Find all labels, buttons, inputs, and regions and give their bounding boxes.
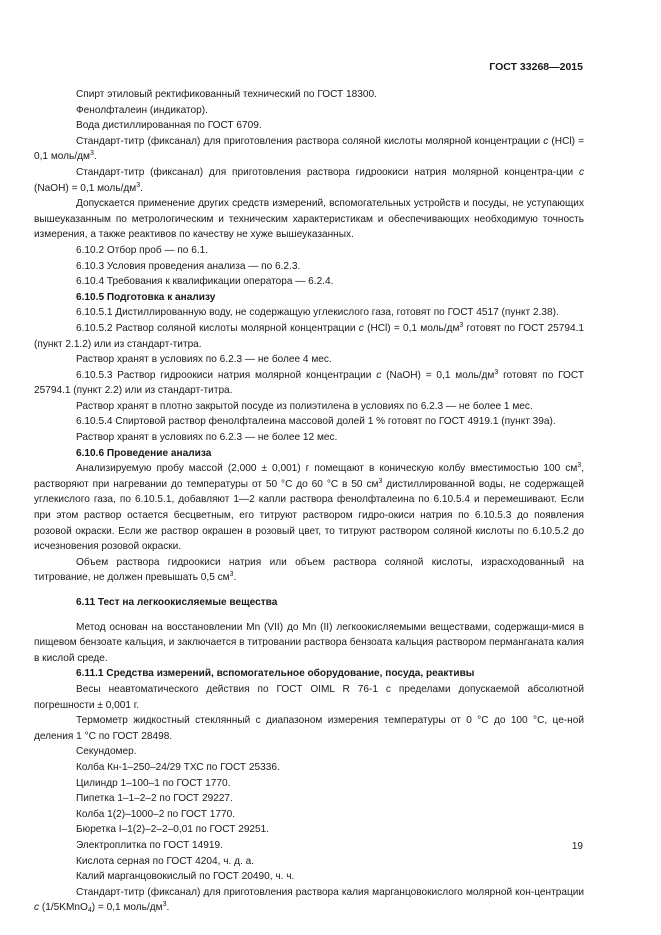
document-header-code: ГОСТ 33268—2015 <box>489 61 583 73</box>
body-paragraph: 6.10.5.2 Раствор соляной кислоты молярной концентрации с (HCl) = 0,1 моль/$дм^3$ готовят по ГОСТ 25794.1 (пункт 2.1.2) или из стандарт-титра. <box>34 321 584 350</box>
body-paragraph: Раствор хранят в условиях по 6.2.3 — не более 12 мес. <box>76 432 338 444</box>
document-body <box>34 87 584 916</box>
body-paragraph: Термометр жидкостный стеклянный с диапазоном измерения температуры от 0 °С до 100 °С, це-ной деления 1 °С по ГОСТ 28498. <box>34 715 584 742</box>
body-paragraph: Допускается применение других средств измерений, вспомогательных устройств и посуды, не уступающих вышеуказанным по метрологическим и техническим характеристикам и обеспечивающих необходимую точность измерения, а также реактивов по качеству не хуже вышеуказанных. <box>34 198 584 241</box>
body-paragraph: Электроплитка по ГОСТ 14919. <box>76 839 223 851</box>
body-paragraph: Анализируемую пробу массой (2,000 ± 0,001) г помещают в коническую колбу вместимостью 100 $см^3$, растворяют при нагревании до температуры от 50 °С до 60 °С в 50 $см^3$ дистиллированной воды, не содержащей углекислого газа, по 6.10.5.1, добавляют 1—2 капли раствора фенолфталеина по 6.10.5.4 и перемешивают. Если при этом раствор остается бесцветным, его титруют раствором гидро-окиси натрия по 6.10.5.3 до появления розовой окраски. Если же раствор окрашен в розовый цвет, то титруют раствором соляной кислоты по 6.10.5.2 до исчезновения розовой окраски. <box>34 462 584 553</box>
body-paragraph: 6.10.5.1 Дистиллированную воду, не содержащую углекислого газа, готовят по ГОСТ 4517 (пункт 2.38). <box>76 307 559 319</box>
body-paragraph: Стандарт-титр (фиксанал) для приготовления раствора калия марганцовокислого молярной кон-центрации с (1/5KMnO$_4$) = 0,1 моль/$дм^3$. <box>34 886 584 915</box>
body-paragraph: Раствор хранят в условиях по 6.2.3 — не более 4 мес. <box>76 354 332 366</box>
body-paragraph: 6.10.3 Условия проведения анализа — по 6.2.3. <box>76 260 301 272</box>
body-paragraph: Раствор хранят в плотно закрытой посуде из полиэтилена в условиях по 6.2.3 — не более 1 мес. <box>76 400 533 412</box>
body-paragraph: Колба 1(2)–1000–2 по ГОСТ 1770. <box>76 808 235 820</box>
page-number: 19 <box>571 841 583 852</box>
section-heading: 6.10.6 Проведение анализа <box>76 447 212 459</box>
body-paragraph: Вода дистиллированная по ГОСТ 6709. <box>76 120 262 132</box>
body-paragraph: Весы неавтоматического действия по ГОСТ OIML R 76-1 с пределами допускаемой абсолютной погрешности ± 0,001 г. <box>34 683 584 711</box>
body-paragraph: 6.10.5.4 Спиртовой раствор фенолфталеина массовой долей 1 % готовят по ГОСТ 4919.1 (пункт 39а). <box>76 416 556 428</box>
section-gap <box>34 586 584 595</box>
section-heading: 6.11.1 Средства измерений, вспомогательное оборудование, посуда, реактивы <box>76 668 475 680</box>
body-paragraph: 6.10.5.3 Раствор гидроокиси натрия молярной концентрации с (NaOH) = 0,1 моль/$дм^3$ готовят по ГОСТ 25794.1 (пункт 2.2) или из стандарт-титра. <box>34 368 584 397</box>
body-paragraph: Спирт этиловый ректификованный технический по ГОСТ 18300. <box>76 89 377 100</box>
section-gap <box>34 611 584 620</box>
body-paragraph: Бюретка I–1(2)–2–2–0,01 по ГОСТ 29251. <box>76 824 270 836</box>
body-paragraph: Колба Кн-1–250–24/29 ТХС по ГОСТ 25336. <box>76 761 280 773</box>
body-paragraph: Стандарт-титр (фиксанал) для приготовления раствора гидроокиси натрия молярной концентра-ции с (NaOH) = 0,1 моль/$дм^3$. <box>34 166 584 194</box>
section-heading: 6.11 Тест на легкоокисляемые вещества <box>76 597 278 608</box>
body-paragraph: 6.10.4 Требования к квалификации оператора — 6.2.4. <box>76 276 334 288</box>
section-heading: 6.10.5 Подготовка к анализу <box>76 291 216 303</box>
body-paragraph: Фенолфталеин (индикатор). <box>76 104 208 116</box>
body-paragraph: Калий марганцовокислый по ГОСТ 20490, ч. ч. <box>76 871 295 883</box>
body-paragraph: Секундомер. <box>76 746 137 758</box>
body-paragraph: 6.10.2 Отбор проб — по 6.1. <box>76 244 209 256</box>
body-paragraph: Цилиндр 1–100–1 по ГОСТ 1770. <box>76 777 231 789</box>
body-paragraph: Кислота серная по ГОСТ 4204, ч. д. а. <box>76 855 255 867</box>
body-paragraph: Стандарт-титр (фиксанал) для приготовления раствора соляной кислоты молярной концентрации с (HCl) = 0,1 моль/$дм^3$. <box>34 135 584 163</box>
body-paragraph: Пипетка 1–1–2–2 по ГОСТ 29227. <box>76 793 233 805</box>
body-paragraph: Метод основан на восстановлении Mn (VII) до Mn (II) легкоокисляемыми веществами, содержащи-мися в пищевом бензоате кальция, и заключается в титровании раствора бензоата кальция раствором перманганата калия в кислой среде. <box>34 621 584 664</box>
body-paragraph: Объем раствора гидроокиси натрия или объем раствора соляной кислоты, израсходованный на титрование, не должен превышать 0,5 $см^3$. <box>34 556 584 584</box>
